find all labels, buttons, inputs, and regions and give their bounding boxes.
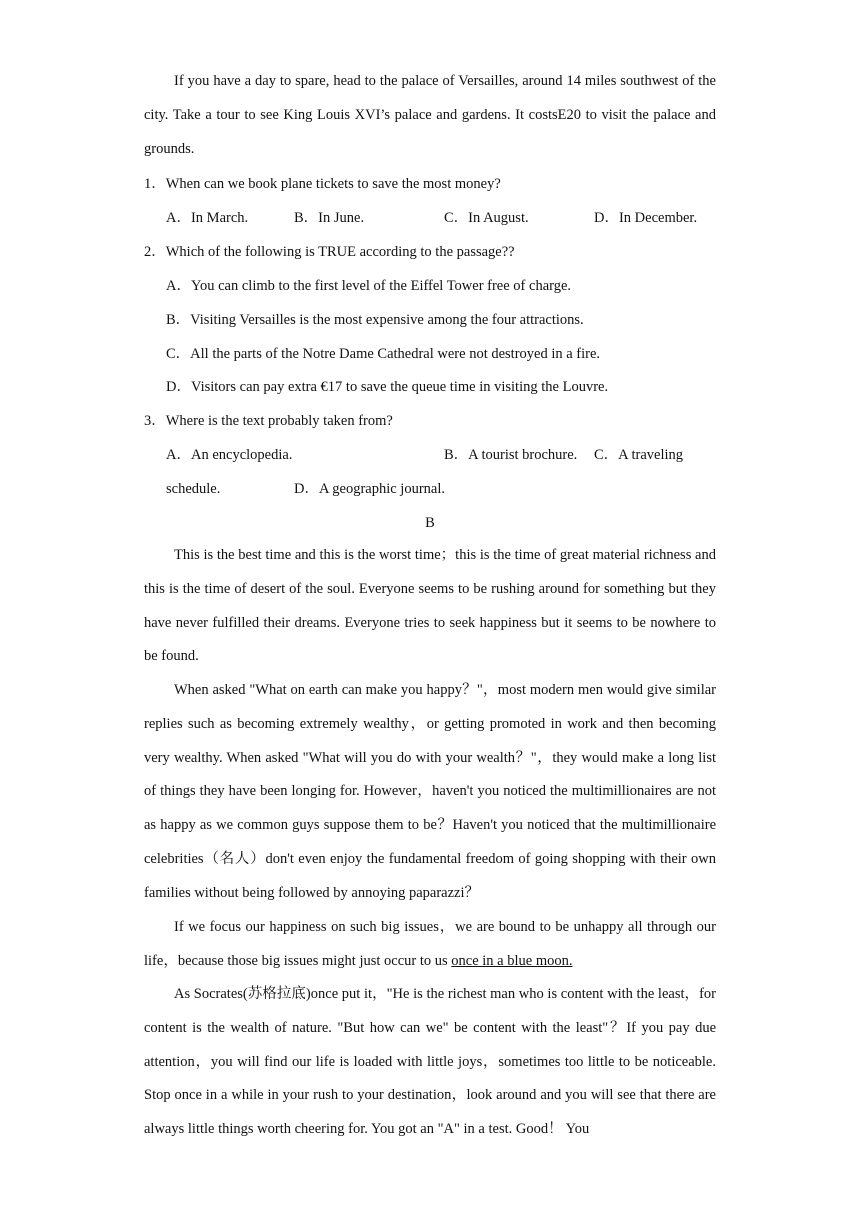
question-3-option-a: A．An encyclopedia. — [166, 447, 293, 463]
question-1-option-c: C．In August. — [444, 210, 529, 226]
section-heading-b: B — [425, 515, 435, 531]
paragraph-b-4: As Socrates(苏格拉底)once put it，"He is the richest man who is content with the least，for content is the wealth of nature. "But how can we" be content with the least"？If you pay due attention，you will find our life is loaded with little joys，sometimes too little to be noticeable. Stop once in a while in your rush to your destination，look around and you will see that there are always little things worth cheering for. You got an "A" in a test. Good！ You — [144, 986, 716, 1138]
paragraph-versailles: If you have a day to spare, head to the palace of Versailles, around 14 miles southwest of the city. Take a tour to see King Louis XVI’s palace and gardens. It costsE20 to visit the palace and grounds. — [144, 73, 716, 157]
question-3-option-c: C．A traveling — [594, 447, 684, 463]
paragraph-b-3 — [144, 911, 716, 979]
question-2-option-a: A．You can climb to the first level of the Eiffel Tower free of charge. — [166, 278, 572, 294]
question-1-option-d: D．In December. — [594, 210, 698, 226]
question-3-option-b: B．A tourist brochure. — [444, 447, 578, 463]
question-1-option-a: A．In March. — [166, 210, 249, 226]
question-2-option-b: B．Visiting Versailles is the most expensive among the four attractions. — [166, 312, 584, 328]
question-3-option-d: D．A geographic journal. — [294, 481, 446, 497]
question-1-stem: 1．When can we book plane tickets to save the most money? — [144, 176, 501, 192]
paragraph-b-3-text: If we focus our happiness on such big issues，we are bound to be unhappy all through our life，because those big issues might just occur to us — [144, 919, 716, 969]
question-1-option-b: B．In June. — [294, 210, 365, 226]
paragraph-b-1: This is the best time and this is the worst time；this is the time of great material richness and this is the time of desert of the soul. Everyone seems to be rushing around for something but they have never fulfilled their dreams. Everyone tries to seek happiness but it seems to be nowhere to be found. — [144, 547, 716, 665]
question-2-option-d: D．Visitors can pay extra €17 to save the queue time in visiting the Louvre. — [166, 379, 609, 395]
question-2-option-c: C．All the parts of the Notre Dame Cathedral were not destroyed in a fire. — [166, 346, 601, 362]
question-3-stem: 3．Where is the text probably taken from? — [144, 413, 393, 429]
underlined-phrase: once in a blue moon. — [451, 952, 573, 969]
paragraph-b-2: When asked "What on earth can make you happy？"，most modern men would give similar replies such as becoming extremely wealthy，or getting promoted in work and then becoming very wealthy. When asked "What will you do with your wealth？"，they would make a long list of things they have been longing for. However，haven't you noticed the multimillionaires are not as happy as we common guys suppose them to be？Haven't you noticed that the multimillionaire celebrities（名人）don't even enjoy the fundamental freedom of going shopping with their own families without being followed by annoying paparazzi？ — [144, 682, 716, 901]
question-2-stem: 2．Which of the following is TRUE according to the passage?? — [144, 244, 515, 260]
question-3-option-c-continued: schedule. — [166, 481, 221, 497]
